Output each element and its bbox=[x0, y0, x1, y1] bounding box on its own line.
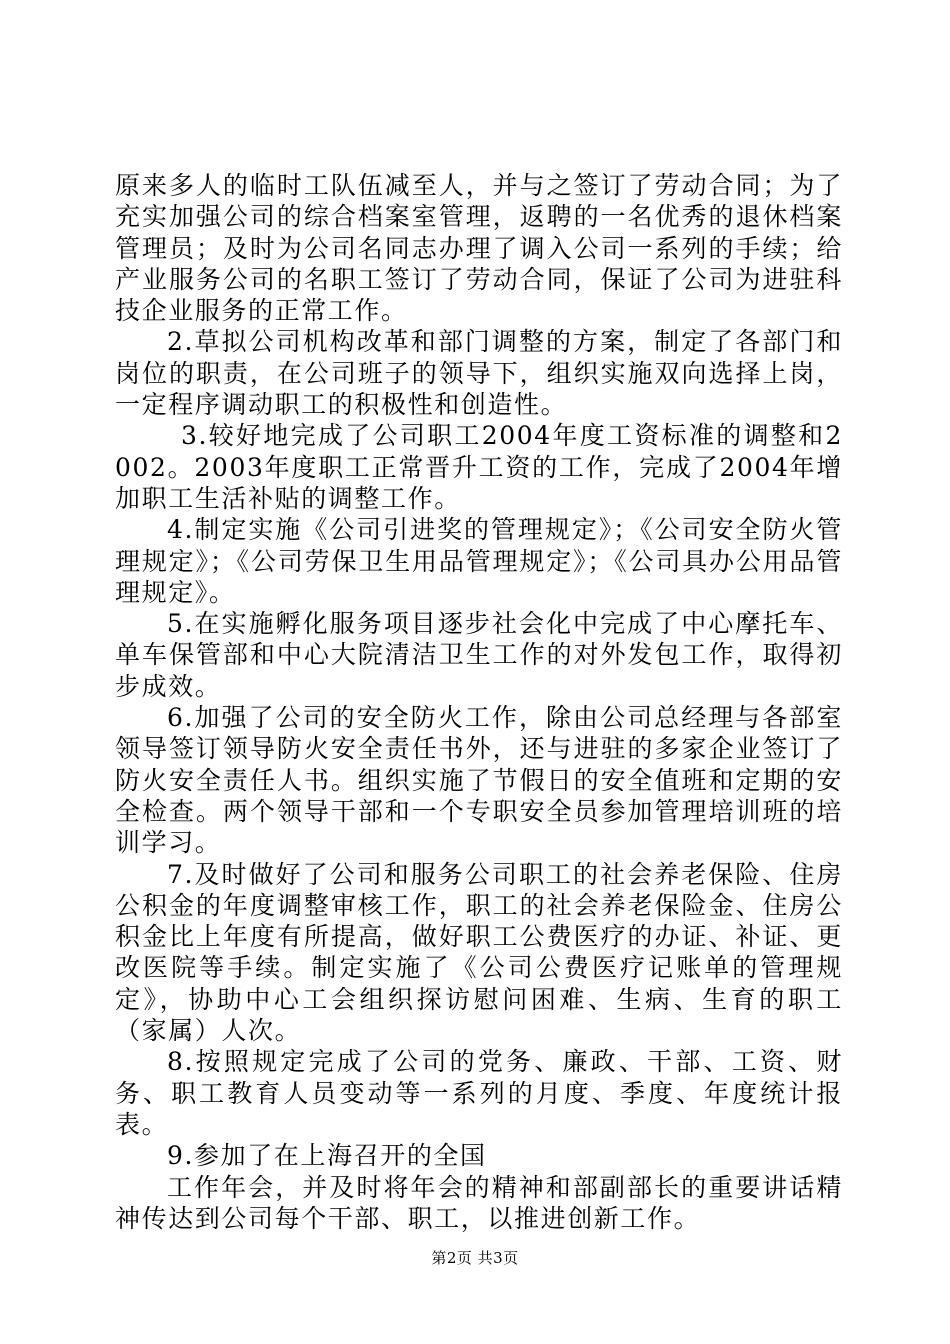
paragraph-item-8: 8.按照规定完成了公司的党务、廉政、干部、工资、财务、职工教育人员变动等一系列的月度、季度、年度统计报表。 bbox=[115, 1047, 843, 1139]
paragraph-item-2: 2.草拟公司机构改革和部门调整的方案，制定了各部门和岗位的职责，在公司班子的领导下，组织实施双向选择上岗，一定程序调动职工的积极性和创造性。 bbox=[115, 327, 843, 420]
paragraph-item-3: 3.较好地完成了公司职工2004年度工资标准的调整和2002。2003年度职工正常晋升工资的工作，完成了2004年增加职工生活补贴的调整工作。 bbox=[115, 421, 843, 513]
document-body bbox=[115, 170, 843, 1234]
paragraph-item-4: 4.制定实施《公司引进奖的管理规定》；《公司安全防火管理规定》；《公司劳保卫生用品管理规定》；《公司具办公用品管理规定》。 bbox=[115, 515, 843, 607]
page-number-footer: 第2页 共3页 bbox=[431, 1249, 519, 1267]
paragraph-continuation: 原来多人的临时工队伍减至人，并与之签订了劳动合同；为了充实加强公司的综合档案室管理，返聘的一名优秀的退休档案管理员；及时为公司名同志办理了调入公司一系列的手续；给产业服务公司的名职工签订了劳动合同，保证了公司为进驻科技企业服务的正常工作。 bbox=[115, 171, 843, 326]
paragraph-item-5: 5.在实施孵化服务项目逐步社会化中完成了中心摩托车、单车保管部和中心大院清洁卫生工作的对外发包工作，取得初步成效。 bbox=[115, 609, 843, 701]
paragraph-item-9-continued: 工作年会，并及时将年会的精神和部副部长的重要讲话精神传达到公司每个干部、职工，以推进创新工作。 bbox=[115, 1172, 843, 1233]
paragraph-item-7: 7.及时做好了公司和服务公司职工的社会养老保险、住房公积金的年度调整审核工作，职工的社会养老保险金、住房公积金比上年度有所提高，做好职工公费医疗的办证、补证、更改医院等手续。制定实施了《公司公费医疗记账单的管理规定》，协助中心工会组织探访慰问困难、生病、生育的职工（家属）人次。 bbox=[115, 859, 843, 1046]
paragraph-item-6: 6.加强了公司的安全防火工作，除由公司总经理与各部室领导签订领导防火安全责任书外，还与进驻的多家企业签订了防火安全责任人书。组织实施了节假日的安全值班和定期的安全检查。两个领导干部和一个专职安全员参加管理培训班的培训学习。 bbox=[115, 703, 843, 858]
paragraph-item-9: 9.参加了在上海召开的全国 bbox=[167, 1141, 487, 1171]
